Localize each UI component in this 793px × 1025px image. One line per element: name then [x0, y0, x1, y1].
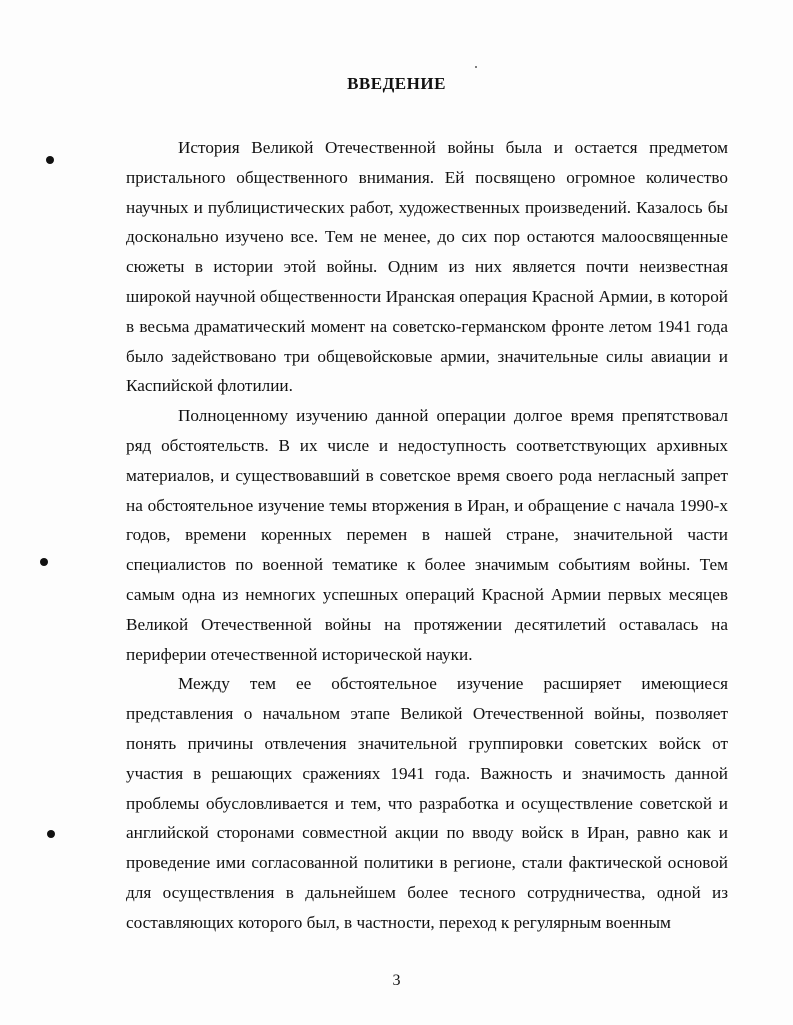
binding-hole-mark — [40, 558, 48, 566]
paragraph-1: История Великой Отечественной войны была и остается предметом пристального общественного внимания. Ей посвящено огромное количество научных и публицистических работ, художественных произведений. Казалось бы досконально изучено все. Тем не менее, до сих пор остаются малоосвященные сюжеты в истории этой войны. Одним из них является почти неизвестная широкой научной общественности Иранская операция Красной Армии, в которой в весьма драматический момент на советско-германском фронте летом 1941 года было задействовано три общевойсковые армии, значительные силы авиации и Каспийской флотилии. — [126, 138, 728, 396]
binding-hole-mark — [46, 156, 54, 164]
binding-hole-mark — [47, 830, 55, 838]
paragraph-2: Полноценному изучению данной операции долгое время препятствовал ряд обстоятельств. В их числе и недоступность соответствующих архивных материалов, и существовавший в советское время своего рода негласный запрет на обстоятельное изучение темы вторжения в Иран, и обращение с начала 1990-х годов, времени коренных перемен в нашей стране, значительной части специалистов по военной тематике к более значимым событиям войны. Тем самым одна из немногих успешных операций Красной Армии первых месяцев Великой Отечественной войны на протяжении десятилетий оставалась на периферии отечественной исторической науки. — [126, 406, 728, 664]
scan-speck — [475, 66, 477, 68]
paragraph-3: Между тем ее обстоятельное изучение расширяет имеющиеся представления о начальном этапе Великой Отечественной войны, позволяет понять причины отвлечения значительной группировки советских войск от участия в решающих сражениях 1941 года. Важность и значимость данной проблемы обусловливается и тем, что разработка и осуществление советской и английской сторонами совместной акции по вводу войск в Иран, равно как и проведение ими согласованной политики в регионе, стали фактической основой для осуществления в дальнейшем более тесного сотрудничества, одной из составляющих которого был, в частности, переход к регулярным военным — [126, 674, 728, 932]
body-text — [126, 133, 728, 938]
page-number: 3 — [392, 972, 401, 989]
page-title: ВВЕДЕНИЕ — [347, 74, 446, 93]
